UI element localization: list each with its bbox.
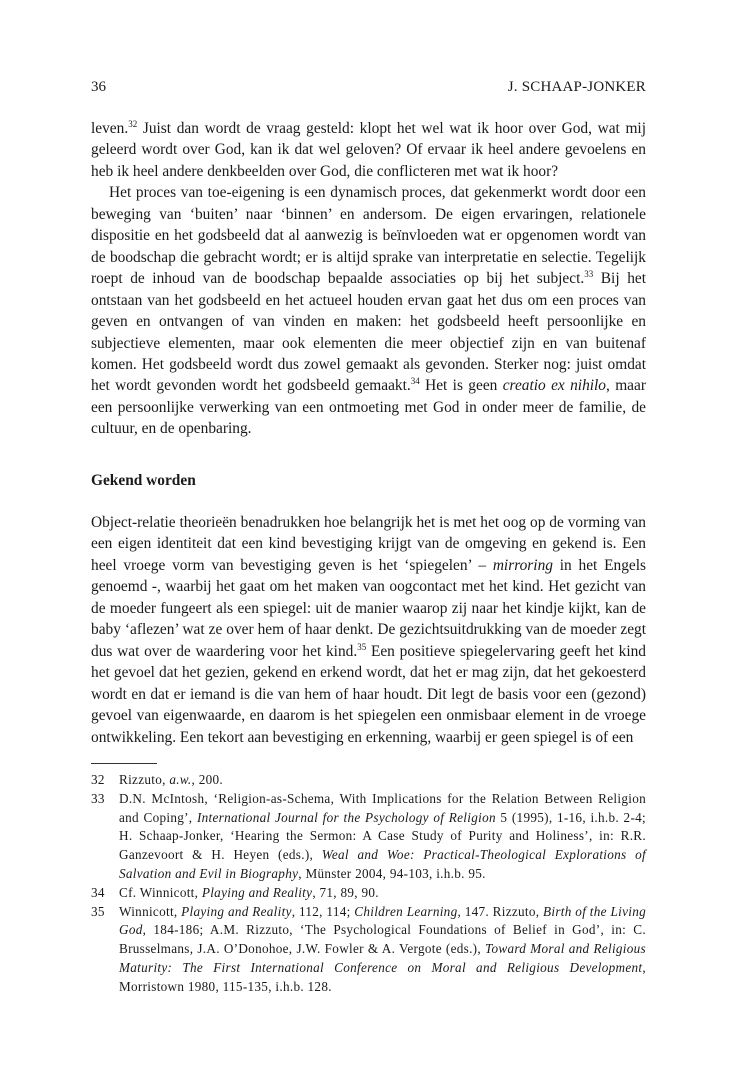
para2-text-3: Het is geen xyxy=(419,377,503,395)
para2-text-4: , maar een persoonlijke verwerking van een ontmoeting met God in onder meer de familie, de cultuur, en de openbaring. xyxy=(91,377,646,438)
paragraph-2 xyxy=(91,182,646,439)
paragraph-1 xyxy=(91,118,646,182)
para2-text-2: Bij het ontstaan van het godsbeeld en het actueel houden ervan gaat het dus om een proces van geven en ontvangen of van vinden en maken: het godsbeeld heeft persoonlijke en subjectieve elementen, maar ook elementen die meer objectief zijn en van buitenaf komen. Het godsbeeld wordt dus zowel gemaakt als gevonden. Sterker nog: juist omdat het wordt gevonden wordt het godsbeeld gemaakt. xyxy=(91,270,646,395)
para1-text-1: leven. xyxy=(91,120,129,137)
footnote-text: Cf. Winnicott, xyxy=(119,884,202,900)
footnote-ref-32: 32 xyxy=(128,119,138,129)
footnote-text: 5 (1995), 1-16, i.h.b. 2-4; H. Schaap-Jonker, ‘Hearing the Sermon: A Case Study of Purity and Holiness’, in: R.R. Ganzevoort & H. Heyen (eds.), xyxy=(119,809,646,863)
para3-italic-1: mirroring xyxy=(492,556,553,574)
para3-text-1: Object-relatie theorieën benadrukken hoe belangrijk het is met het oog op de vorming van een eigen identiteit dat een kind bevestiging krijgt van de omgeving en gekend is. Een heel vroege vorm van bevestiging geven is het ‘spiegelen’ – xyxy=(91,514,646,574)
footnote-text: , 112, 114; xyxy=(291,903,355,919)
footnote-number: 33 xyxy=(91,790,105,806)
footnote-text: Winnicott, xyxy=(119,903,182,919)
page-number: 36 xyxy=(91,79,106,95)
footnote-ref-33: 33 xyxy=(584,269,594,280)
footnote-italic: Weal and Woe: Practical-Theological Explorations of Salvation and Evil in Biography xyxy=(119,847,646,881)
footnote-italic: Children Learning xyxy=(354,903,458,919)
para1-text-2: Juist dan wordt de vraag gesteld: klopt het wel wat ik hoor over God, wat mij geleerd wordt over God, kan ik dat wel geloven? Of ervaar ik heel andere gevoelens en heb ik heel andere denkbeelden over God, die conflicteren met wat ik hoor? xyxy=(91,120,646,180)
footnote-35 xyxy=(91,903,646,997)
running-head: J. SCHAAP-JONKER xyxy=(507,79,646,95)
footnote-italic: International Journal for the Psychology of Religion xyxy=(196,809,496,825)
footnote-text: , Münster 2004, 94-103, i.h.b. 95. xyxy=(298,865,486,881)
footnote-ref-35: 35 xyxy=(357,641,367,652)
footnote-separator xyxy=(91,763,157,764)
footnote-italic: Playing and Reality xyxy=(181,903,292,919)
para3-text-3: Een positieve spiegelervaring geeft het kind het gevoel dat het gezien, gekend en erkend wordt, dat het er mag zijn, dat het gekoesterd wordt en dat er iemand is die van hem of haar houdt. Dit legt de basis voor een (gezond) gevoel van eigenwaarde, en daarom is het spiegelen een onmisbaar element in de vroege ontwikkeling. Een tekort aan bevestiging en erkenning, waarbij er geen spiegel is of een xyxy=(91,642,646,746)
footnotes xyxy=(91,771,646,997)
footnote-text: , 200. xyxy=(191,772,224,787)
footnote-32 xyxy=(91,771,646,790)
footnote-34 xyxy=(91,884,646,903)
body-text-bottom xyxy=(91,512,646,748)
para2-italic-1: creatio ex nihilo xyxy=(502,377,607,395)
footnote-text: , 147. Rizzuto, xyxy=(457,903,544,919)
footnote-italic: Toward Moral and Religious Maturity: The First International Conference on Moral and Religious Development xyxy=(119,941,646,975)
footnote-italic: a.w. xyxy=(169,772,192,787)
para3-text-2: in het Engels genoemd -, waarbij het gaat om het maken van oogcontact met het kind. Het gezicht van de moeder fungeert als een spiegel: uit de manier waarop zij naar het kindje kijkt, kan de baby ‘aflezen’ wat ze over hem of haar denkt. De gezichtsuitdrukking van de moeder zegt dus wat over de waardering voor het kind. xyxy=(91,556,646,660)
footnote-text: , 184-186; A.M. Rizzuto, ‘The Psychological Foundations of Belief in God’, in: C. Brusselmans, J.A. O’Donohoe, J.W. Fowler & A. Vergote (eds.), xyxy=(119,922,646,957)
footnote-italic: Playing and Reality xyxy=(201,884,313,900)
footnote-number: 32 xyxy=(91,772,105,787)
footnote-text: D.N. McIntosh, ‘Religion-as-Schema, With Implications for the Relation Between Religion and Coping’, xyxy=(119,790,646,825)
body-text-top xyxy=(91,118,646,440)
footnote-text: Rizzuto, xyxy=(119,772,170,787)
footnote-text: , 71, 89, 90. xyxy=(312,884,379,900)
paragraph-3 xyxy=(91,512,646,748)
footnote-italic: Birth of the Living God xyxy=(119,903,646,938)
section-heading: Gekend worden xyxy=(91,472,196,489)
footnote-33 xyxy=(91,790,646,884)
footnote-text: , Morristown 1980, 115-135, i.h.b. 128. xyxy=(119,959,646,994)
para2-text-1: Het proces van toe-eigening is een dynamisch proces, dat gekenmerkt wordt door een beweging van ‘buiten’ naar ‘binnen’ en andersom. De eigen ervaringen, relationele dispositie en het godsbeeld dat al aanwezig is beïnvloeden wat er opgenomen wordt van de boodschap die gebracht wordt; er is altijd sprake van interpretatie en selectie. Tegelijk roept de inhoud van de boodschap bepaalde associaties op bij het subject. xyxy=(91,184,646,288)
footnote-number: 34 xyxy=(91,884,105,900)
footnote-ref-34: 34 xyxy=(410,376,420,387)
footnote-number: 35 xyxy=(91,903,105,919)
